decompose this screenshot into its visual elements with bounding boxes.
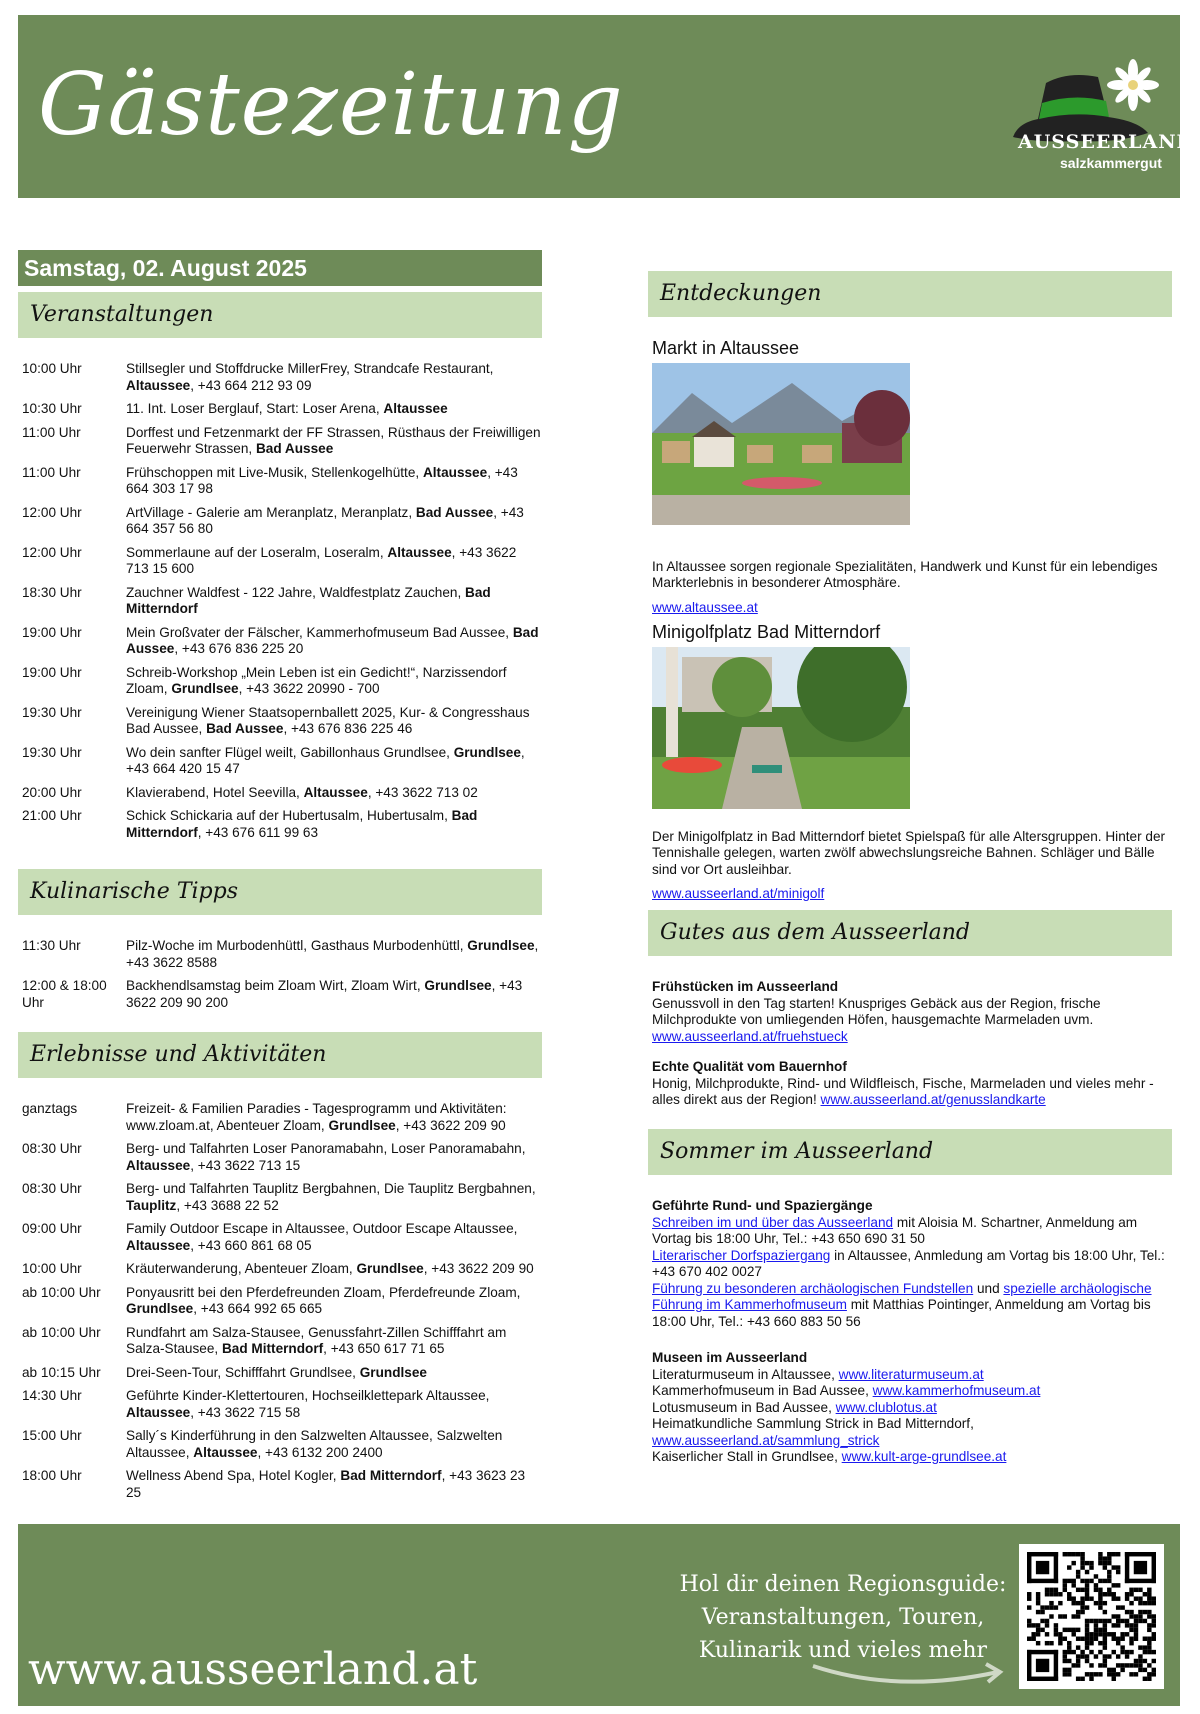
event-phone: , +43 3622 20990 - 700 xyxy=(238,681,380,696)
event-description xyxy=(126,1141,542,1174)
event-description xyxy=(126,665,542,698)
date-bar: Samstag, 02. August 2025 xyxy=(18,250,542,286)
event-time: 11:00 Uhr xyxy=(22,464,81,480)
page-title: Gästezeitung xyxy=(38,55,624,155)
event-description xyxy=(126,425,542,458)
event-location: Altaussee xyxy=(383,401,448,416)
event-text: Backhendlsamstag beim Zloam Wirt, Zloam Wirt, xyxy=(126,978,425,993)
museum-strick-text: Heimatkundliche Sammlung Strick in Bad Mitterndorf, xyxy=(652,1416,974,1431)
guide-line-2: Veranstaltungen, Touren, xyxy=(701,1605,985,1630)
event-text: Rundfahrt am Salza-Stausee, Genussfahrt-Zillen Schifffahrt am Salza-Stausee, xyxy=(126,1324,507,1356)
event-location: Altaussee xyxy=(387,544,452,560)
event-row xyxy=(22,938,542,971)
event-description xyxy=(126,545,542,578)
event-text: Family Outdoor Escape in Altaussee, Outdoor Escape Altaussee, xyxy=(126,1221,518,1236)
section-erlebnisse: Erlebnisse und Aktivitäten xyxy=(18,1032,542,1078)
section-gutes: Gutes aus dem Ausseerland xyxy=(648,910,1172,956)
fruehstueck-link[interactable]: www.ausseerland.at/fruehstueck xyxy=(652,1028,848,1044)
header-banner xyxy=(18,15,1195,198)
event-description xyxy=(126,505,542,538)
fuehrung-schreiben-text: mit Aloisia M. Schartner, Anmeldung am Vortag bis 18:00 Uhr, Tel.: +43 650 690 31 50 xyxy=(652,1214,1138,1246)
event-time: 09:00 Uhr xyxy=(22,1221,82,1236)
event-row xyxy=(22,1101,542,1134)
event-time: 19:30 Uhr xyxy=(22,744,82,760)
event-row xyxy=(22,808,542,841)
event-description xyxy=(126,1101,542,1134)
event-time: 12:00 & 18:00 Uhr xyxy=(22,978,107,1010)
event-description xyxy=(126,465,542,498)
event-location: Grundlsee xyxy=(328,1117,396,1133)
ausseerland-logo xyxy=(998,45,1195,185)
event-location: Altaussee xyxy=(126,1404,191,1420)
logo-brand: AUSSEERLAND xyxy=(1018,131,1195,153)
event-text: Kräuterwanderung, Abenteuer Zloam, xyxy=(126,1261,357,1276)
event-text: Sally´s Kinderführung in den Salzwelten Altaussee, Salzwelten Altaussee, xyxy=(126,1428,503,1460)
event-text: Wo dein sanfter Flügel weilt, Gabillonhaus Grundlsee, xyxy=(126,744,454,760)
event-time: 19:00 Uhr xyxy=(22,624,82,640)
event-location: Bad Aussee xyxy=(206,721,284,736)
event-phone: , +43 676 611 99 63 xyxy=(197,824,319,840)
sommer-block xyxy=(652,1198,1172,1466)
minigolf-photo xyxy=(652,647,910,809)
event-row xyxy=(22,785,542,802)
event-phone: , +43 664 303 17 98 xyxy=(126,464,518,496)
event-phone: , +43 3688 22 52 xyxy=(176,1197,279,1213)
event-description xyxy=(126,1325,542,1358)
event-description xyxy=(126,938,542,971)
event-row xyxy=(22,625,542,658)
event-location: Altaussee xyxy=(126,1237,191,1253)
event-location: Grundlsee xyxy=(453,744,521,760)
qr-code[interactable] xyxy=(1019,1544,1164,1689)
event-time: 15:00 Uhr xyxy=(22,1428,82,1443)
event-location: Grundlsee xyxy=(359,1364,427,1380)
event-phone: , +43 3622 209 90 xyxy=(423,1261,534,1276)
footer-guide xyxy=(658,1568,1028,1667)
event-text: Ponyausritt bei den Pferdefreunden Zloam, Pferdefreunde Zloam, xyxy=(126,1284,521,1300)
qualitaet-title: Echte Qualität vom Bauernhof xyxy=(652,1059,847,1074)
event-time: 12:00 Uhr xyxy=(22,504,82,520)
museum-stall-link[interactable]: www.kult-arge-grundlsee.at xyxy=(841,1449,1007,1464)
event-time: 21:00 Uhr xyxy=(22,808,82,823)
fuehrung-archaeo-text: mit Matthias Pointinger, Anmeldung am Vortag bis 18:00 Uhr, Tel.: +43 660 883 50 56 xyxy=(652,1297,1151,1329)
event-text: 11. Int. Loser Berglauf, Start: Loser Arena, xyxy=(126,401,384,416)
gutes-block xyxy=(652,979,1172,1109)
section-veranstaltungen: Veranstaltungen xyxy=(18,292,542,338)
qualitaet-text: Honig, Milchprodukte, Rind- und Wildfleisch, Fische, Marmeladen und vieles mehr - alles direkt aus der Region! xyxy=(652,1075,1154,1107)
event-row xyxy=(22,361,542,394)
logo-sub: salzkammergut xyxy=(1060,155,1162,171)
event-location: Bad Aussee xyxy=(255,441,334,456)
section-sommer: Sommer im Ausseerland xyxy=(648,1129,1172,1175)
museum-kammerhof-text: Kammerhofmuseum in Bad Aussee, xyxy=(652,1383,873,1398)
event-description xyxy=(126,745,542,778)
event-time: 08:30 Uhr xyxy=(22,1141,82,1156)
event-phone: , +43 676 836 225 46 xyxy=(283,721,413,736)
event-time: ab 10:00 Uhr xyxy=(22,1284,101,1300)
markt-text: In Altaussee sorgen regionale Spezialitäten, Handwerk und Kunst für ein lebendiges Markterlebnis in besonderer Atmosphäre. xyxy=(652,558,1158,590)
museum-stall-text: Kaiserlicher Stall in Grundlsee, xyxy=(652,1449,842,1464)
event-location: Bad Mitterndorf xyxy=(126,584,491,616)
event-row xyxy=(22,745,542,778)
section-entdeckungen: Entdeckungen xyxy=(648,271,1172,317)
footer-url[interactable]: www.ausseerland.at xyxy=(28,1644,478,1695)
event-text: Berg- und Talfahrten Tauplitz Bergbahnen, Die Tauplitz Bergbahnen, xyxy=(126,1181,536,1196)
event-location: Altaussee xyxy=(193,1444,258,1460)
event-phone: , +43 3622 713 15 600 xyxy=(126,544,517,576)
qualitaet-link[interactable]: www.ausseerland.at/genusslandkarte xyxy=(820,1092,1046,1107)
event-text: Berg- und Talfahrten Loser Panoramabahn, Loser Panoramabahn, xyxy=(126,1141,526,1156)
event-phone: , +43 3623 23 25 xyxy=(126,1468,526,1500)
event-time: 18:30 Uhr xyxy=(22,584,82,600)
event-location: Altaussee xyxy=(126,1157,191,1173)
event-description xyxy=(126,1221,542,1254)
event-time: 14:30 Uhr xyxy=(22,1388,82,1403)
event-description xyxy=(126,1285,542,1318)
fuehrung-dorf-text: in Altaussee, Anmledung am Vortag bis 18:00 Uhr, Tel.: +43 670 402 0027 xyxy=(652,1247,1165,1279)
event-phone: , +43 660 861 68 05 xyxy=(190,1237,312,1253)
qr-code-icon xyxy=(1027,1552,1156,1681)
event-text: Klavierabend, Hotel Seevilla, xyxy=(126,784,304,800)
event-description xyxy=(126,1181,542,1214)
event-row xyxy=(22,1285,542,1318)
event-text: Dorffest und Fetzenmarkt der FF Strassen, Rüsthaus der Freiwilligen Feuerwehr Strassen, xyxy=(126,424,541,456)
event-location: Bad Mitterndorf xyxy=(221,1341,324,1356)
event-row xyxy=(22,1141,542,1174)
fuehrung-schreiben-link[interactable]: Schreiben im und über das Ausseerland xyxy=(652,1214,894,1230)
event-time: ab 10:15 Uhr xyxy=(22,1364,101,1380)
event-text: Drei-Seen-Tour, Schifffahrt Grundlsee, xyxy=(126,1364,360,1380)
arrow-icon xyxy=(808,1658,1008,1688)
event-text: Geführte Kinder-Klettertouren, Hochseilklettepark Altaussee, xyxy=(126,1388,490,1403)
event-row xyxy=(22,705,542,738)
event-row xyxy=(22,401,542,418)
event-description xyxy=(126,625,542,658)
fuehrung-archaeo-link[interactable]: Führung zu besonderen archäologischen Fundstellen xyxy=(652,1280,974,1296)
event-phone: , +43 3622 715 58 xyxy=(190,1404,301,1420)
event-location: Bad Aussee xyxy=(415,504,494,520)
event-description xyxy=(126,1468,542,1501)
event-text: Zauchner Waldfest - 122 Jahre, Waldfestplatz Zauchen, xyxy=(126,584,466,600)
museum-literatur-link[interactable]: www.literaturmuseum.at xyxy=(838,1366,984,1382)
event-phone: , +43 3622 713 15 xyxy=(190,1157,301,1173)
event-location: Grundlsee xyxy=(171,681,239,696)
event-time: 18:00 Uhr xyxy=(22,1468,82,1483)
section-kulinarisch: Kulinarische Tipps xyxy=(18,869,542,915)
event-time: 11:30 Uhr xyxy=(22,938,81,953)
event-row xyxy=(22,505,542,538)
event-time: 10:00 Uhr xyxy=(22,1261,82,1276)
event-phone: , +43 650 617 71 65 xyxy=(323,1341,445,1356)
museen-title: Museen im Ausseerland xyxy=(652,1350,808,1365)
event-description xyxy=(126,785,542,802)
event-description xyxy=(126,1365,542,1382)
event-description xyxy=(126,1428,542,1461)
event-row xyxy=(22,1221,542,1254)
event-phone: , +43 3622 713 02 xyxy=(367,784,478,800)
guide-line-1: Hol dir deinen Regionsguide: xyxy=(679,1572,1007,1597)
markt-link[interactable]: www.altaussee.at xyxy=(652,599,758,615)
event-time: 10:00 Uhr xyxy=(22,361,82,376)
event-text: Schick Schickaria auf der Hubertusalm, Hubertusalm, xyxy=(126,808,452,823)
event-description xyxy=(126,401,542,418)
event-text: Sommerlaune auf der Loseralm, Loseralm, xyxy=(126,544,388,560)
event-phone: , +43 3622 209 90 xyxy=(395,1117,506,1133)
event-row xyxy=(22,545,542,578)
minigolf-title: Minigolfplatz Bad Mitterndorf xyxy=(652,622,881,642)
event-location: Altaussee xyxy=(126,377,191,393)
event-time: 19:00 Uhr xyxy=(22,664,82,680)
event-description xyxy=(126,705,542,738)
event-text: Frühschoppen mit Live-Musik, Stellenkogelhütte, xyxy=(126,464,423,480)
event-location: Bad Aussee xyxy=(126,624,539,656)
event-text: Pilz-Woche im Murbodenhüttl, Gasthaus Murbodenhüttl, xyxy=(126,938,468,953)
event-row xyxy=(22,465,542,498)
event-row xyxy=(22,1181,542,1214)
event-phone: , +43 3622 8588 xyxy=(126,938,539,970)
markt-title: Markt in Altaussee xyxy=(652,338,800,358)
event-time: 08:30 Uhr xyxy=(22,1181,82,1196)
museum-literatur-text: Literaturmuseum in Altaussee, xyxy=(652,1366,839,1382)
event-description xyxy=(126,1388,542,1421)
event-text: Vereinigung Wiener Staatsopernballett 2025, Kur- & Congresshaus Bad Aussee, xyxy=(126,704,530,736)
fruehstueck-text: Genussvoll in den Tag starten! Knuspriges Gebäck aus der Region, frische Milchprodukte von umliegenden Höfen, hausgemachte Marmeladen uvm. xyxy=(652,995,1101,1027)
museum-lotus-link[interactable]: www.clublotus.at xyxy=(835,1399,937,1415)
event-description xyxy=(126,585,542,618)
markt-photo xyxy=(652,363,910,525)
event-phone: , +43 664 420 15 47 xyxy=(126,744,525,776)
entdeckungen-block xyxy=(652,340,1172,903)
event-text: Stillsegler und Stoffdrucke MillerFrey, Strandcafe Restaurant, xyxy=(126,361,494,376)
event-location: Altaussee xyxy=(303,784,368,800)
event-phone: , +43 6132 200 2400 xyxy=(257,1444,383,1460)
museum-strick-link[interactable]: www.ausseerland.at/sammlung_strick xyxy=(652,1432,880,1448)
event-row xyxy=(22,978,542,1011)
culinary-list xyxy=(22,938,542,1018)
event-location: Grundlsee xyxy=(356,1261,424,1276)
event-row xyxy=(22,1428,542,1461)
minigolf-text: Der Minigolfplatz in Bad Mitterndorf bietet Spielspaß für alle Altersgruppen. Hinter der Tennishalle gelegen, warten zwölf abwechslungsreiche Bahnen. Schläger und Bälle sind vor Ort ausleihbar. xyxy=(652,828,1166,877)
event-location: Grundlsee xyxy=(424,978,492,993)
event-time: 12:00 Uhr xyxy=(22,544,82,560)
event-time: 11:00 Uhr xyxy=(22,424,81,440)
event-description xyxy=(126,978,542,1011)
event-row xyxy=(22,1468,542,1501)
event-phone: , +43 3622 209 90 200 xyxy=(126,978,523,1010)
event-phone: , +43 664 357 56 80 xyxy=(126,504,524,536)
fuehrung-archaeo-mid: und xyxy=(973,1280,1004,1296)
event-row xyxy=(22,1388,542,1421)
event-time: 19:30 Uhr xyxy=(22,704,82,720)
event-time: 10:30 Uhr xyxy=(22,401,82,416)
fuehrung-dorf-link[interactable]: Literarischer Dorfspaziergang xyxy=(652,1247,831,1263)
event-row xyxy=(22,1325,542,1358)
event-row xyxy=(22,1365,542,1382)
event-location: Bad Mitterndorf xyxy=(126,808,478,840)
event-location: Grundlsee xyxy=(126,1301,194,1316)
minigolf-link[interactable]: www.ausseerland.at/minigolf xyxy=(652,886,825,901)
event-location: Bad Mitterndorf xyxy=(340,1468,442,1483)
event-description xyxy=(126,361,542,394)
event-phone: , +43 664 212 93 09 xyxy=(190,377,312,393)
fuehrungen-title: Geführte Rund- und Spaziergänge xyxy=(652,1198,873,1213)
event-time: ganztags xyxy=(22,1101,78,1116)
fuehrung-kammerhof-link[interactable]: spezielle archäologische Führung im Kammerhofmuseum xyxy=(652,1280,1152,1312)
event-text: Freizeit- & Familien Paradies - Tagesprogramm und Aktivitäten: www.zloam.at, Abenteuer Zloam, xyxy=(126,1101,507,1133)
event-row xyxy=(22,585,542,618)
event-row xyxy=(22,425,542,458)
museum-lotus-text: Lotusmuseum in Bad Aussee, xyxy=(652,1399,836,1415)
event-text: Schreib-Workshop „Mein Leben ist ein Gedicht!“, Narzissendorf Zloam, xyxy=(126,664,507,696)
event-location: Grundlsee xyxy=(467,938,535,953)
activities-list xyxy=(22,1101,542,1508)
event-phone: , +43 664 992 65 665 xyxy=(193,1301,323,1316)
event-location: Tauplitz xyxy=(126,1197,177,1213)
event-text: Wellness Abend Spa, Hotel Kogler, xyxy=(126,1468,341,1483)
events-list xyxy=(22,361,542,848)
event-row xyxy=(22,1261,542,1278)
event-phone: , +43 676 836 225 20 xyxy=(174,641,304,656)
museum-kammerhof-link[interactable]: www.kammerhofmuseum.at xyxy=(872,1383,1041,1398)
event-location: Altaussee xyxy=(422,464,488,480)
event-text: ArtVillage - Galerie am Meranplatz, Meranplatz, xyxy=(126,504,416,520)
guide-line-3: Kulinarik und vieles mehr xyxy=(698,1638,988,1663)
event-time: ab 10:00 Uhr xyxy=(22,1324,101,1340)
event-time: 20:00 Uhr xyxy=(22,784,82,800)
event-description xyxy=(126,1261,542,1278)
fruehstueck-title: Frühstücken im Ausseerland xyxy=(652,979,839,994)
event-row xyxy=(22,665,542,698)
event-description xyxy=(126,808,542,841)
footer-banner xyxy=(18,1524,1180,1706)
event-text: Mein Großvater der Fälscher, Kammerhofmuseum Bad Aussee, xyxy=(126,624,513,640)
